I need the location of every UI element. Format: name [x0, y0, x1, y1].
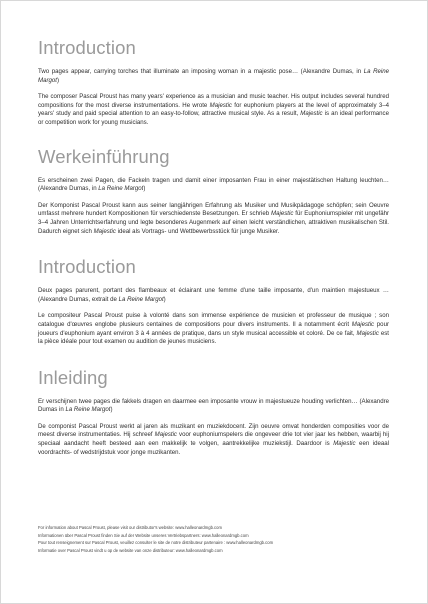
- body-text: is an ideal performance or competition work for young musicians.: [38, 110, 389, 126]
- book-title: La Reine Margot: [98, 185, 144, 193]
- section-heading: Werkeinführung: [38, 145, 170, 167]
- body-text: ideal als Vortrags- und Wettbewerbsstück für junge Musiker.: [115, 227, 280, 235]
- work-title: Majestic: [333, 440, 356, 448]
- body-text: est la pièce idéale pour tout examen ou audition de jeunes musiciens.: [38, 329, 389, 346]
- work-title: Majestic: [351, 320, 375, 328]
- work-title: Majestic: [93, 227, 116, 235]
- work-title: Majestic: [154, 431, 177, 439]
- footer-line: Informatie over Pascal Proust vindt u op de website van onze distributeur: www.halleonardmgb.com: [38, 548, 223, 554]
- quote-close: ): [163, 295, 166, 303]
- body-paragraph: [38, 423, 389, 457]
- work-title: Majestic: [271, 210, 294, 218]
- quote-paragraph: [38, 68, 389, 85]
- body-text: The composer Pascal Proust has many years' experience as a musician and music teacher. His output includes several hundred compositions for the most diverse instrumentations. He wrote: [38, 93, 389, 109]
- book-title: La Reine Margot: [65, 406, 111, 414]
- quote-paragraph: [38, 287, 389, 304]
- body-paragraph: [38, 202, 389, 236]
- quote-paragraph: [38, 177, 389, 194]
- content: [38, 37, 389, 477]
- body-paragraph: [38, 93, 389, 127]
- quote-close: ): [56, 76, 59, 84]
- body-text: een ideaal voordrachts- of wedstrijdstuk voor jonge muzikanten.: [38, 440, 389, 456]
- footer-line: Informationen über Pascal Proust finden Sie auf der Website unseres Vertriebspartners: www.halleonardmgb.com: [38, 532, 249, 538]
- body-text: Le compositeur Pascal Proust puise à volonté dans son immense expérience de musicien et professeur de musique ; son catalogue d'œuvres englobe plusieurs centaines de compositions pour divers instruments. Il a notamment écrit: [38, 312, 389, 328]
- body-text: for euphonium players at the level of approximately 3–4 years' study and paid special attention to an easy-to-follow, attractive musical style. As a result,: [38, 101, 389, 118]
- section-french: [38, 256, 389, 347]
- quote-text: Er verschijnen twee pages die fakkels dragen en daarmee een imposante vrouw in majestueuze houding verlichten… (Alexandre Dumas in: [38, 397, 389, 414]
- section-heading: Introduction: [38, 256, 136, 278]
- quote-text: Es erscheinen zwei Pagen, die Fackeln tragen und damit einer imposanten Frau in einer majestätischen Haltung leuchten… (Alexandre Dumas, in: [38, 176, 389, 193]
- body-text: Der Komponist Pascal Proust kann aus seiner langjährigen Erfahrung als Musiker und Musikpädagoge schöpfen; sein Oeuvre umfasst mehrere hundert Kompositionen für verschiedenste Besetzungen. Er schrieb: [38, 201, 389, 218]
- quote-close: ): [143, 185, 146, 193]
- body-paragraph: [38, 312, 389, 346]
- quote-text: Deux pages parurent, portant des flambeaux et éclairant une femme d'une taille imposante, d'un maintien majestueux … (Alexandre Dumas, extrait de: [38, 287, 389, 303]
- body-text: De componist Pascal Proust werkt al jaren als muzikant en muziekdocent. Zijn oeuvre omvat honderden composities voor de meest diverse instrumentaties. Hij schreef: [38, 422, 389, 439]
- quote-text: Two pages appear, carrying torches that illuminate an imposing woman in a majestic pose… (Alexandre Dumas, in: [38, 68, 364, 75]
- work-title: Majestic: [209, 101, 232, 109]
- section-german: [38, 146, 389, 237]
- section-heading: Inleiding: [38, 366, 108, 388]
- footer-line: For information about Pascal Proust, please visit our distributor's website: www.halleonardmgb.com: [38, 525, 222, 530]
- book-title: La Reine Margot: [118, 295, 164, 303]
- book-title: La Reine Margot: [38, 68, 389, 84]
- body-text: voor euphoniumspelers die ongeveer drie tot vier jaar les hebben, waarbij hij speciaal aandacht heeft besteed aan een makkelijk te volgen, aantrekkelijke muziekstijl. Daardoor is: [38, 431, 389, 448]
- quote-close: ): [110, 406, 113, 414]
- body-text: pour joueurs d'euphonium ayant environ 3 à 4 années de pratique, dans un style musical accessible et coloré. De ce fait,: [38, 320, 389, 337]
- work-title: Majestic: [356, 329, 379, 337]
- section-english: [38, 37, 389, 128]
- body-text: für Euphoniumspieler mit ungefähr 3–4 Jahren Unterrichtserfahrung und legte besonderes Augenmerk auf einen leicht verständlichen, attraktiven musikalischen Stil. Dadurch eignet sich: [38, 210, 389, 235]
- section-heading: Introduction: [38, 37, 136, 58]
- footer: [38, 524, 389, 555]
- footer-line: Pour tout renseignement sur Pascal Proust, veuillez consulter le site de notre distributeur partenaire : www.halleonardmgb.com: [38, 540, 274, 546]
- section-dutch: [38, 367, 389, 458]
- work-title: Majestic: [300, 110, 323, 118]
- quote-paragraph: [38, 398, 389, 415]
